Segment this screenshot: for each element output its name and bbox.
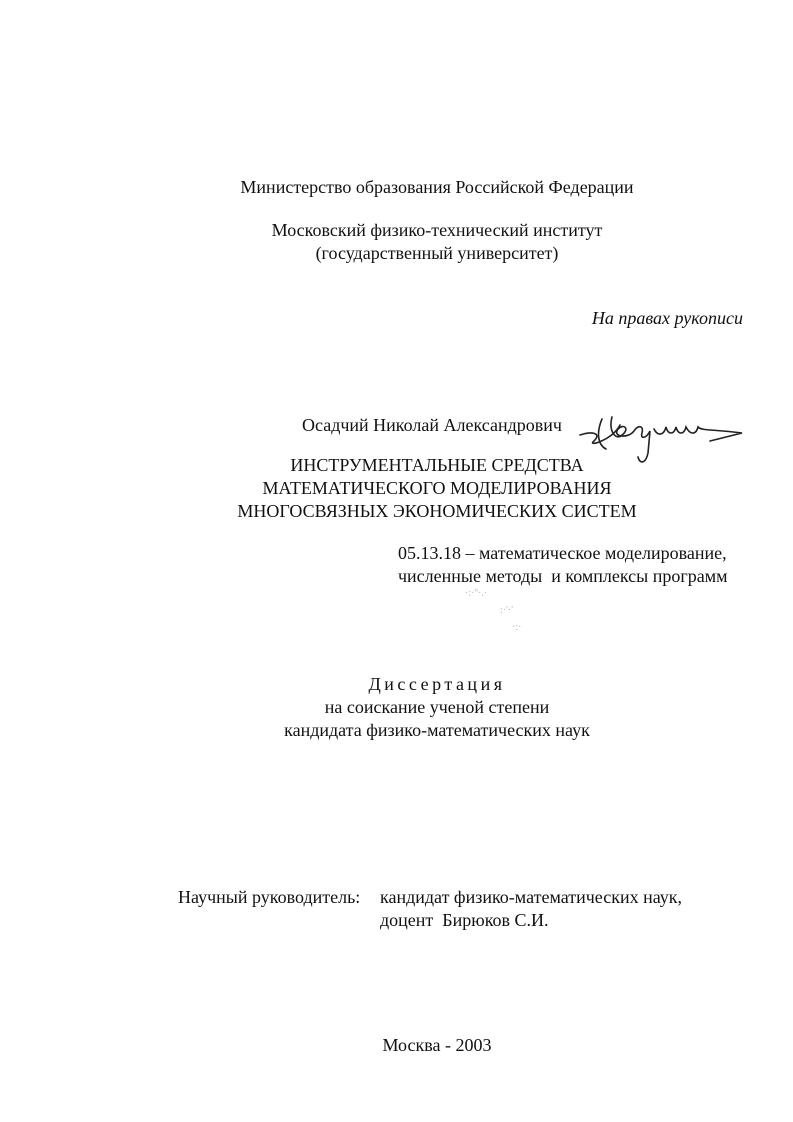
institute-line: Московский физико-технический институт (271, 220, 603, 240)
title-line-1: ИНСТРУМЕНТАЛЬНЫЕ СРЕДСТВА (290, 455, 584, 475)
title-line-3: МНОГОСВЯЗНЫХ ЭКОНОМИЧЕСКИХ СИСТЕМ (237, 501, 637, 521)
title-line-2: МАТЕМАТИЧЕСКОГО МОДЕЛИРОВАНИЯ (262, 478, 612, 498)
degree-name: кандидата физико-математических наук (284, 720, 590, 740)
ministry-line: Министерство образования Российской Федерации (240, 177, 634, 197)
supervisor-line-2: доцент Бирюков С.И. (380, 910, 549, 930)
document-type: Диссертация (368, 674, 506, 694)
specialty-line-1: 05.13.18 – математическое моделирование, (398, 543, 727, 563)
institute-status-line: (государственный университет) (315, 243, 559, 263)
place-year: Москва - 2003 (382, 1035, 492, 1055)
degree-purpose: на соискание ученой степени (324, 697, 550, 717)
supervisor-label: Научный руководитель: (178, 887, 361, 907)
author-name: Осадчий Николай Александрович (302, 415, 562, 435)
supervisor-line-1: кандидат физико-математических наук, (380, 887, 683, 907)
manuscript-note: На правах рукописи (591, 308, 743, 328)
specialty-line-2: численные методы и комплексы программ (398, 566, 728, 586)
